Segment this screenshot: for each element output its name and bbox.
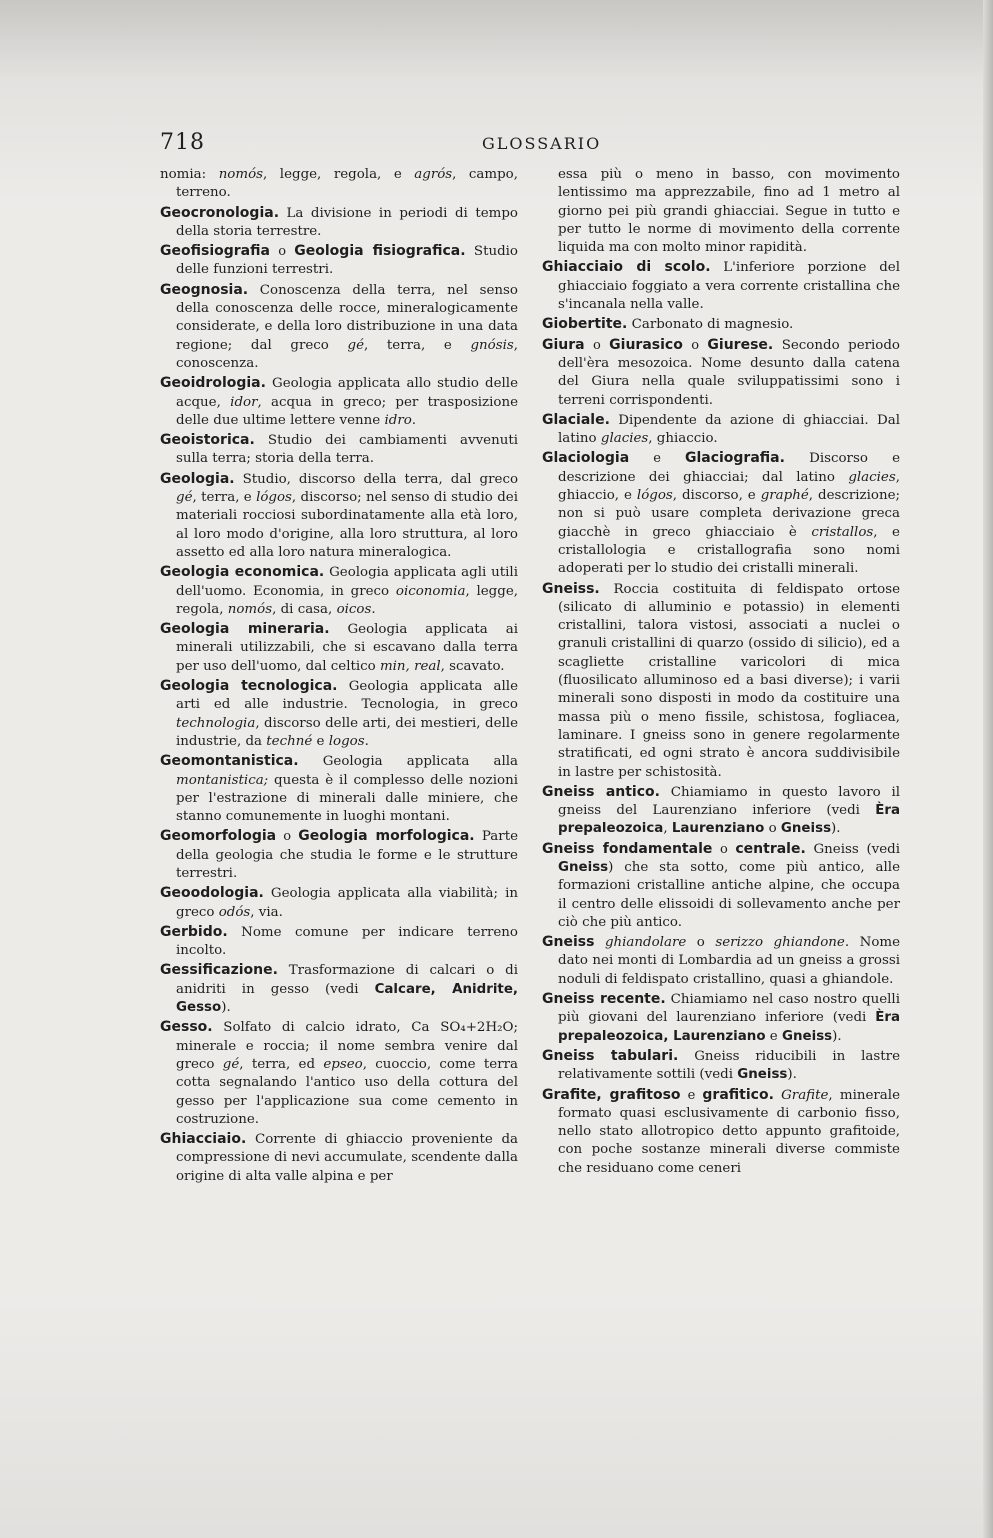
entry-text: Carbonato di magnesio. — [627, 317, 794, 333]
entry-term: Geomontanistica. — [160, 753, 299, 770]
cross-reference: Calcare, Anidrite, Gesso — [176, 981, 518, 1016]
entry-italic: lógos — [256, 490, 292, 506]
entry-text: Chiamiamo nel caso nostro quelli più giovani del laurenziano inferiore (vedi — [558, 992, 900, 1026]
entry-text: , acqua in greco; per trasposizione delle due ultime lettere venne — [176, 394, 518, 428]
entry-italic: gé — [222, 1056, 240, 1072]
entry-text: . — [371, 601, 376, 617]
glossary-entry — [542, 1086, 900, 1178]
entry-italic: epseo — [323, 1056, 363, 1072]
entry-term: Gneiss. — [542, 580, 600, 597]
glossary-entry — [542, 449, 900, 578]
entry-italic: glacies — [848, 469, 896, 485]
glossary-entry — [160, 752, 518, 826]
entry-text: ). — [832, 1028, 842, 1044]
glossary-entry — [160, 431, 518, 469]
entry-text: Roccia costituita di feldispato ortose (silicato di alluminio e potassio) in elementi cristallini, talora vistosi, associati a nuclei o granuli cristallini di quarzo (ossido di silicio), ed a scagliette cristalline varicolori di mica (fluosilicato alluminoso ed a basi diverse); i varii minerali sono disposti in modo da costituire una massa più o meno fissile, schistosa, fogliacea, laminare. I gneiss sono in genere regolarmente stratificati, ed ogni strato è ancora suddivisibile in lastre per schistosità. — [558, 581, 900, 780]
entry-term: Geologia economica. — [160, 564, 325, 581]
entry-text: , e cristallologia e cristallografia sono nomi adoperati per lo studio dei cristalli minerali. — [558, 524, 900, 577]
cross-reference: Gneiss — [782, 1028, 833, 1044]
entry-text: e — [765, 1028, 782, 1044]
entry-term: Glaciografia. — [684, 450, 785, 467]
entry-text: Gneiss riducibili in lastre relativamente sottili (vedi — [558, 1048, 900, 1083]
left-column — [160, 166, 518, 1187]
entry-text: Geologia applicata agli utili dell'uomo. Economia, in greco — [176, 565, 518, 599]
entry-text: , minerale formato quasi esclusivamente di carbonio fisso, nello stato allotropico detto appunto grafitoide, con poche sostanze minerali diverse commiste che residuano come ceneri — [558, 1087, 900, 1176]
glossary-entry — [542, 1047, 900, 1085]
entry-italic: Grafite — [781, 1087, 829, 1103]
entry-italic: gé — [347, 337, 364, 353]
entry-conjunction: e — [680, 1087, 703, 1103]
entry-text — [594, 935, 605, 950]
glossary-entry — [542, 336, 900, 410]
entry-text: , legge, regola, — [176, 583, 519, 617]
right-column — [542, 166, 900, 1179]
entry-text: Gneiss (vedi — [805, 841, 901, 857]
glossary-entry — [542, 990, 900, 1046]
entry-italic: nomós — [218, 167, 264, 182]
glossary-entry — [542, 580, 900, 782]
entry-text: Secondo periodo dell'èra mesozoica. Nome desunto dalla catena del Giura nella quale sviluppatissimi sono i terreni corrispondenti. — [558, 337, 900, 408]
glossary-entry — [160, 1018, 518, 1129]
entry-italic: gnósis — [470, 337, 514, 353]
entry-italic: logos — [328, 733, 365, 749]
entry-text: ). — [221, 1000, 231, 1016]
entry-text: Parte della geologia che studia le forme e le strutture terrestri. — [176, 829, 518, 881]
entry-term: Geologia mineraria. — [160, 621, 330, 638]
entry-text: , terra, ed — [239, 1056, 324, 1072]
glossary-entry — [542, 315, 900, 334]
entry-term: Gneiss tabulari. — [542, 1047, 679, 1064]
entry-term: grafitico. — [702, 1086, 774, 1103]
entry-text: questa è il complesso delle nozioni per l'estrazione di minerali dalle miniere, che stanno comunemente in luoghi montani. — [176, 772, 518, 825]
entry-term: Geognosia. — [160, 281, 249, 298]
entry-term: Giurasico — [609, 336, 683, 353]
entry-text: Geologia applicata alle arti ed alle industrie. Tecnologia, in greco — [176, 679, 518, 713]
entry-text: Discorso e descrizione dei ghiacciai; dal latino — [558, 451, 900, 485]
entry-conjunction: e — [629, 451, 685, 467]
entry-term: Ghiacciaio. — [160, 1131, 247, 1148]
entry-conjunction: o — [584, 337, 610, 353]
entry-text — [774, 1088, 781, 1103]
entry-term: Geoistorica. — [160, 432, 255, 449]
entry-term: Gerbido. — [160, 923, 228, 940]
glossary-entry — [160, 620, 518, 676]
entry-term: Geoidrologia. — [160, 375, 266, 392]
glossary-entry — [160, 374, 518, 430]
entry-italic: cristallos — [811, 524, 874, 540]
entry-text: ). — [831, 821, 841, 837]
entry-term: Geologia tecnologica. — [160, 678, 338, 695]
entry-term: centrale. — [735, 840, 806, 857]
entry-term: Ghiacciaio di scolo. — [542, 259, 711, 276]
entry-term: Gneiss fondamentale — [542, 840, 713, 857]
entry-conjunction: o — [712, 841, 736, 857]
entry-term: Grafite, grafitoso — [542, 1086, 681, 1103]
entry-text: La divisione in periodi di tempo della storia terrestre. — [176, 205, 518, 239]
entry-text: Geologia applicata allo studio delle acque, — [176, 376, 518, 410]
entry-italic: montanistica; — [176, 772, 269, 788]
entry-text: . — [364, 733, 369, 749]
entry-text: Solfato di calcio idrato, Ca SO₄+2H₂O; minerale e roccia; il nome sembra venire dal greco — [176, 1020, 518, 1072]
entry-text: ) che sta sotto, come più antico, alle formazioni cristalline antiche alpine, che occupa il centro delle elissoidi di sollevamento anche per ciò che più antico. — [558, 859, 900, 930]
entry-term: Giura — [542, 336, 585, 353]
entry-text: , scavato. — [440, 658, 505, 674]
glossary-entry — [160, 563, 518, 619]
glossary-entry — [160, 166, 518, 203]
entry-text: Conoscenza della terra, nel senso della conoscenza delle rocce, mineralogicamente considerate, e della loro distribuzione in una data regione; dal greco — [176, 282, 518, 353]
glossary-entry — [160, 204, 518, 242]
entry-text: Studio dei cambiamenti avvenuti sulla terra; storia della terra. — [176, 433, 518, 467]
entry-italic: odós — [218, 904, 251, 920]
entry-italic: oicos — [336, 601, 372, 617]
glossary-entry — [160, 827, 518, 883]
entry-term: Geoodologia. — [160, 885, 264, 902]
entry-text: , legge, regola, e — [263, 167, 415, 182]
entry-text: Geologia applicata alla viabilità; in greco — [176, 886, 518, 920]
glossary-entry — [160, 281, 518, 373]
entry-text: , discorso delle arti, dei mestieri, delle industrie, da — [176, 715, 518, 749]
cross-reference: Gneiss — [737, 1067, 788, 1083]
entry-text: Chiamiamo in questo lavoro il gneiss del Laurenziano inferiore (vedi — [558, 784, 901, 819]
entry-term: Geocronologia. — [160, 204, 280, 221]
entry-term: Glaciologia — [542, 450, 630, 467]
glossary-entry — [542, 258, 900, 314]
cross-reference: Laurenziano — [671, 821, 765, 837]
entry-text: , — [663, 821, 672, 837]
glossary-entry — [160, 242, 518, 280]
entry-text: Studio delle funzioni terrestri. — [176, 244, 518, 278]
entry-text: , terra, e — [192, 490, 257, 506]
entry-text: , via. — [250, 904, 283, 920]
glossary-entry — [542, 411, 900, 449]
glossary-entry — [160, 923, 518, 961]
entry-text: , ghiaccio. — [648, 431, 718, 447]
entry-text: , campo, terreno. — [176, 167, 518, 201]
entry-italic: oiconomia — [395, 583, 466, 599]
glossary-entry — [542, 783, 900, 839]
entry-text: , discorso; nel senso di studio dei materiali rocciosi subordinatamente alla età loro, al loro modo d'origine, alla loro struttura, al loro assetto ed alla loro natura mineralogica. — [176, 490, 518, 560]
entry-italic: nomós — [227, 601, 273, 617]
entry-italic: idro — [384, 412, 412, 428]
entry-text: o — [686, 935, 716, 951]
entry-term: Geofisiografia — [160, 243, 270, 260]
entry-term: Gesso. — [160, 1019, 213, 1036]
entry-italic: techné — [266, 733, 313, 749]
entry-text: Nome comune per indicare terreno incolto. — [176, 924, 518, 959]
entry-text: Geologia applicata alla — [298, 754, 518, 770]
entry-text: . — [411, 412, 417, 428]
entry-text: . Nome dato nei monti di Lombardia ad un gneiss a grossi noduli di feldispato cristallino, quasi a ghiandole. — [558, 935, 901, 987]
entry-text: nomia: — [160, 167, 219, 182]
entry-text: , ghiaccio, e — [558, 469, 900, 504]
cross-reference: Gneiss — [558, 859, 609, 875]
entry-italic: gé — [176, 490, 193, 506]
entry-text: Corrente di ghiaccio proveniente da compressione di nevi accumulate, scendente dalla origine di alta valle alpina e per — [176, 1132, 518, 1184]
entry-italic: glacies — [600, 431, 649, 447]
entry-term: Geologia morfologica. — [298, 828, 475, 845]
entry-conjunction: o — [682, 337, 708, 353]
entry-term: Geologia. — [160, 470, 235, 487]
entry-italic: min, real — [379, 658, 441, 674]
entry-term: Glaciale. — [542, 411, 610, 428]
entry-text: o — [764, 821, 781, 837]
entry-text: , cuoccio, come terra cotta segnalando l'antico uso della cottura del gesso per l'applicazione sua come cemento in costruzione. — [176, 1056, 518, 1127]
entry-text: Dipendente da azione di ghiacciai. Dal latino — [558, 412, 900, 447]
entry-term: Geomorfologia — [160, 828, 277, 845]
entry-italic: agrós — [414, 167, 453, 182]
entry-conjunction: o — [269, 244, 295, 260]
entry-italic: serizzo ghiandone — [715, 935, 845, 951]
entry-text: Studio, discorso della terra, dal greco — [234, 471, 518, 487]
entry-term: Giobertite. — [542, 316, 628, 333]
entry-term: Gneiss — [542, 934, 595, 951]
glossary-entry — [160, 884, 518, 922]
entry-italic: lógos — [636, 488, 673, 504]
entry-text: Trasformazione di calcari o di anidriti in gesso (vedi — [176, 963, 518, 997]
entry-term: Gneiss recente. — [542, 991, 666, 1008]
entry-text: essa più o meno in basso, con movimento lentissimo ma apprezzabile, fino ad 1 metro al giorno pei più grandi ghiacciai. Segue in tutto e per tutto le norme di movimento della corrente liquida ma con molto minor rapidità. — [558, 167, 900, 256]
entry-term: Geologia fisiografica. — [294, 243, 466, 260]
glossary-entry — [160, 961, 518, 1017]
cross-reference: Gneiss — [780, 821, 832, 837]
page-number: 718 — [160, 130, 205, 155]
entry-text: , terra, e — [364, 337, 471, 353]
glossary-entry — [542, 166, 900, 257]
entry-text: ). — [787, 1067, 797, 1083]
glossary-entry — [160, 677, 518, 751]
entry-text: e — [312, 733, 329, 749]
glossary-entry — [160, 470, 518, 562]
running-head: GLOSSARIO — [482, 134, 602, 153]
page-header — [160, 130, 900, 160]
entry-text: Geologia applicata ai minerali utilizzabili, che si escavano dalla terra per uso dell'uomo, dal celtico — [176, 622, 518, 674]
entry-text: L'inferiore porzione del ghiacciaio foggiato a vera corrente cristallina che s'incanala nella valle. — [558, 260, 900, 313]
entry-italic: technologia — [176, 715, 256, 731]
entry-term: Gessificazione. — [160, 962, 278, 979]
entry-italic: idor — [230, 394, 258, 410]
cross-reference: Èra prepaleozoica, Laurenziano — [558, 1010, 900, 1044]
entry-text: , conoscenza. — [176, 337, 518, 371]
entry-text: , descrizione; non si può usare completa derivazione greca giacchè in greco ghiacciaio è — [558, 488, 901, 540]
entry-italic: ghiandolare — [604, 935, 687, 951]
glossary-entry — [542, 840, 900, 932]
entry-term: Giurese. — [707, 336, 774, 353]
entry-text: , discorso, e — [672, 488, 761, 504]
glossary-entry — [160, 1130, 518, 1186]
entry-italic: graphé — [760, 488, 809, 504]
entry-conjunction: o — [276, 829, 299, 845]
scan-edge — [983, 0, 993, 1538]
cross-reference: Èra prepaleozoica — [558, 803, 900, 837]
glossary-entry — [542, 933, 900, 989]
entry-term: Gneiss antico. — [542, 783, 660, 800]
entry-text: , di casa, — [272, 601, 337, 617]
